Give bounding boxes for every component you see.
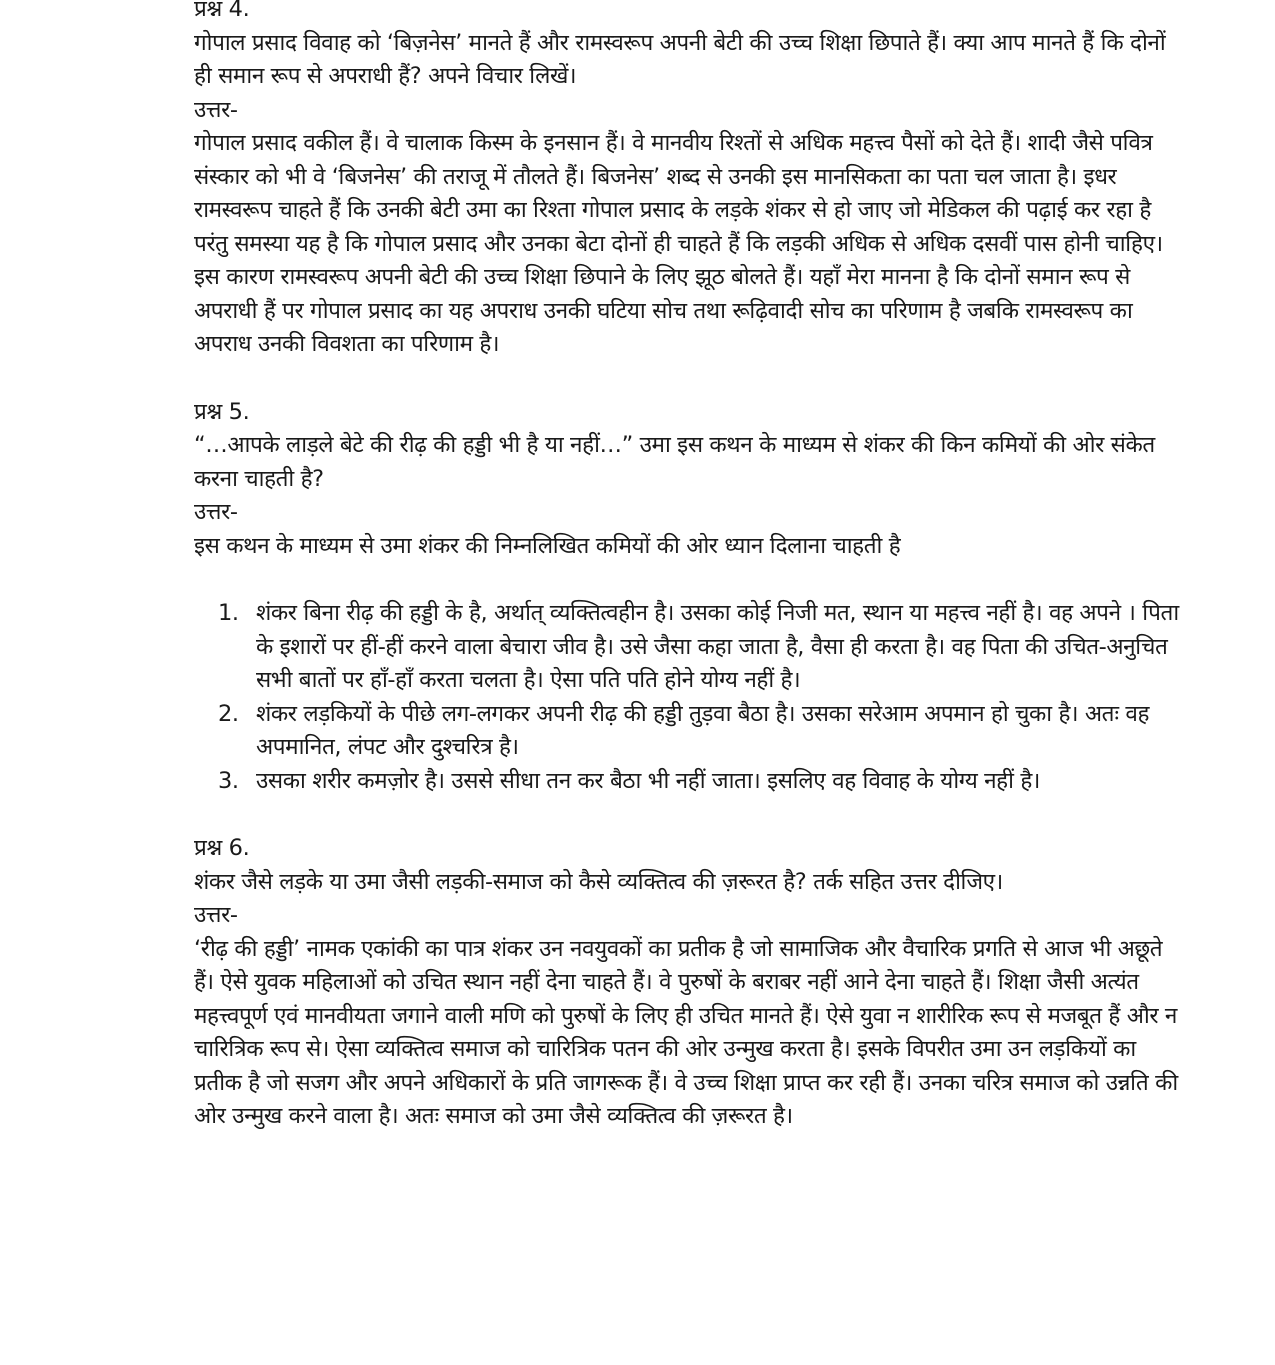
list-item-number: 2. [218, 700, 239, 727]
answer-5-label: उत्तर- [194, 499, 238, 525]
answer-5-text: इस कथन के माध्यम से उमा शंकर की निम्नलिखित कमियों की ओर ध्यान दिलाना चाहती है [194, 532, 901, 559]
answer-4-label: उत्तर- [194, 96, 238, 123]
document-page [194, 0, 1179, 1134]
question-6-text: शंकर जैसे लड़के या उमा जैसी लड़की-समाज को कैसे व्यक्तित्व की ज़रूरत है? तर्क सहित उत्तर दीजिए। [194, 868, 1003, 895]
question-5-label: प्रश्न 5. [194, 398, 250, 425]
question-6-section [194, 832, 1179, 1134]
list-item [218, 765, 1179, 799]
answer-6-text: ‘रीढ़ की हड्डी’ नामक एकांकी का पात्र शंकर उन नवयुवकों का प्रतीक है जो सामाजिक और वैचारिक प्रगति से आज भी अछूते हैं। ऐसे युवक महिलाओं को उचित स्थान नहीं देना चाहते हैं। वे पुरुषों के बराबर नहीं आने देना चाहते हैं। शिक्षा जैसी अत्यंत महत्त्वपूर्ण एवं मानवीयता जगाने वाली मणि को पुरुषों के लिए ही उचित मानते हैं। ऐसे युवा न शारीरिक रूप से मजबूत हैं और न चारित्रिक रूप से। ऐसा व्यक्तित्व समाज को चारित्रिक पतन की ओर उन्मुख करता है। इसके विपरीत उमा उन लड़कियों का प्रतीक है जो सजग और अपने अधिकारों के प्रति जागरूक हैं। वे उच्च शिक्षा प्राप्त कर रही हैं। उनका चरित्र समाज को उन्नति की ओर उन्मुख करने वाला है। अतः समाज को उमा जैसे व्यक्तित्व की ज़रूरत है। [194, 935, 1178, 1129]
list-item [218, 597, 1179, 698]
question-5-section [194, 396, 1179, 799]
answer-5-list [194, 597, 1179, 798]
question-5-text: “…आपके लाड़ले बेटे की रीढ़ की हड्डी भी है या नहीं…” उमा इस कथन के माध्यम से शंकर की किन कमियों की ओर संकेत करना चाहती है? [194, 432, 1155, 492]
answer-6-label: उत्तर- [194, 902, 238, 928]
list-item-number: 3. [218, 767, 239, 794]
list-item-text: उसका शरीर कमज़ोर है। उससे सीधा तन कर बैठा भी नहीं जाता। इसलिए वह विवाह के योग्य नहीं है। [256, 767, 1040, 794]
question-4-text: गोपाल प्रसाद विवाह को ‘बिज़नेस’ मानते हैं और रामस्वरूप अपनी बेटी की उच्च शिक्षा छिपाते हैं। क्या आप मानते हैं कि दोनों ही समान रूप से अपराधी हैं? अपने विचार लिखें। [194, 29, 1166, 89]
list-item [218, 698, 1179, 765]
list-item-number: 1. [218, 600, 239, 626]
question-4-section [194, 0, 1179, 362]
question-4-label: प्रश्न 4. [194, 0, 250, 22]
question-6-label: प्रश्न 6. [194, 835, 250, 861]
list-item-text: शंकर लड़कियों के पीछे लग-लगकर अपनी रीढ़ की हड्डी तुड़वा बैठा है। उसका सरेआम अपमान हो चुका है। अतः वह अपमानित, लंपट और दुश्चरित्र है। [256, 700, 1150, 760]
answer-4-text: गोपाल प्रसाद वकील हैं। वे चालाक किस्म के इनसान हैं। वे मानवीय रिश्तों से अधिक महत्त्व पैसों को देते हैं। शादी जैसे पवित्र संस्कार को भी वे ‘बिजनेस’ की तराजू में तौलते हैं। बिजनेस’ शब्द से उनकी इस मानसिकता का पता चल जाता है। इधर रामस्वरूप चाहते हैं कि उनकी बेटी उमा का रिश्ता गोपाल प्रसाद के लड़के शंकर से हो जाए जो मेडिकल की पढ़ाई कर रहा है परंतु समस्या यह है कि गोपाल प्रसाद और उनका बेटा दोनों ही चाहते हैं कि लड़की अधिक से अधिक दसवीं पास होनी चाहिए। इस कारण रामस्वरूप अपनी बेटी की उच्च शिक्षा छिपाने के लिए झूठ बोलते हैं। यहाँ मेरा मानना है कि दोनों समान रूप से अपराधी हैं पर गोपाल प्रसाद का यह अपराध उनकी घटिया सोच तथा रूढ़िवादी सोच का परिणाम है जबकि रामस्वरूप का अपराध उनकी विवशता का परिणाम है। [194, 130, 1163, 357]
list-item-text: शंकर बिना रीढ़ की हड्डी के है, अर्थात् व्यक्तित्वहीन है। उसका कोई निजी मत, स्थान या महत्त्व नहीं है। वह अपने । पिता के इशारों पर हीं-हीं करने वाला बेचारा जीव है। उसे जैसा कहा जाता है, वैसा ही करता है। वह पिता की उचित-अनुचित सभी बातों पर हाँ-हाँ करता चलता है। ऐसा पति पति होने योग्य नहीं है। [256, 600, 1179, 693]
